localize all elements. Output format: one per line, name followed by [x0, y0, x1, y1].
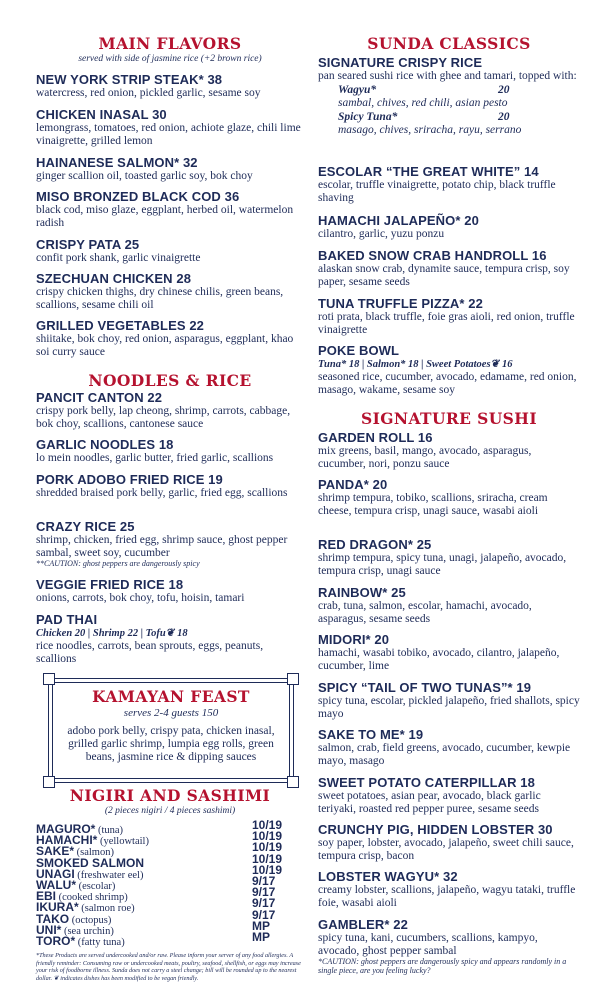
item-desc: sweet potatoes, asian pear, avocado, black garlic teriyaki, roasted red pepper puree, sesame seeds	[318, 790, 541, 815]
item-desc: shrimp, chicken, fried egg, shrimp sauce, ghost pepper sambal, sweet soy, cucumber	[36, 534, 288, 559]
menu-item	[36, 472, 304, 500]
kamayan-feast-box	[48, 678, 294, 783]
item-name: BAKED SNOW CRAB HANDROLL 16	[318, 248, 547, 263]
nigiri-desc: (escolar)	[76, 880, 116, 892]
menu-item	[36, 318, 304, 358]
nigiri-name: EBI	[36, 889, 57, 904]
item-name: TUNA TRUFFLE PIZZA* 22	[318, 296, 483, 311]
menu-item	[318, 296, 580, 336]
menu-item	[318, 55, 580, 137]
nigiri-price: 9/17	[252, 907, 276, 922]
item-name: CHICKEN INASAL 30	[36, 107, 167, 122]
nigiri-desc: (salmon)	[74, 847, 114, 859]
nigiri-name: UNAGI	[36, 866, 75, 881]
item-desc: crispy chicken thighs, dry chinese chilis, green beans, scallions, sesame chili oil	[36, 286, 284, 311]
item-desc: crispy pork belly, lap cheong, shrimp, carrots, cabbage, bok choy, scallions, cantonese sauce	[36, 405, 291, 430]
menu-item	[36, 437, 304, 465]
menu-item	[36, 271, 304, 311]
menu-item	[318, 585, 580, 625]
item-name: GARLIC NOODLES 18	[36, 437, 174, 452]
nigiri-name: MAGURO*	[36, 822, 96, 836]
menu-item	[318, 822, 580, 862]
nigiri-desc: (freshwater eel)	[74, 869, 144, 881]
nigiri-name: TORO*	[36, 933, 76, 948]
menu-item	[36, 72, 304, 100]
item-desc: ginger scallion oil, toasted garlic soy, bok choy	[36, 170, 253, 182]
nigiri-price: 10/19	[252, 818, 283, 832]
menu-item	[36, 390, 304, 430]
item-name: CRAZY RICE 25	[36, 519, 135, 534]
item-desc: watercress, red onion, pickled garlic, sesame soy	[36, 87, 261, 99]
menu-item	[318, 680, 580, 720]
nigiri-name: IKURA*	[36, 900, 79, 915]
item-name: PANDA* 20	[318, 477, 388, 492]
noodles-rice-title: NOODLES & RICE	[88, 371, 252, 390]
item-name: SPICY “TAIL OF TWO TUNAS”* 19	[318, 680, 532, 695]
menu-item	[318, 164, 580, 204]
sunda-classics-title: SUNDA CLASSICS	[367, 34, 531, 53]
nigiri-name: TAKO	[36, 911, 70, 926]
item-desc: shrimp tempura, spicy tuna, unagi, jalapeño, avocado, tempura crisp, unagi sauce	[318, 552, 567, 577]
item-name: MIDORI* 20	[318, 632, 390, 647]
left-column	[36, 0, 304, 1008]
item-desc: escolar, truffle vinaigrette, potato chip, black truffle shaving	[318, 179, 556, 204]
menu-item	[318, 343, 580, 396]
item-name: VEGGIE FRIED RICE 18	[36, 577, 184, 592]
feast-title: KAMAYAN FEAST	[92, 687, 250, 706]
item-desc: seasoned rice, cucumber, avocado, edamame, red onion, masago, wakame, sesame soy	[318, 371, 577, 396]
nigiri-price: 9/17	[252, 885, 276, 900]
item-desc: lemongrass, tomatoes, red onion, achiote glaze, chili lime vinaigrette, grilled lemon	[36, 122, 301, 147]
corner-ornament	[287, 673, 299, 685]
item-name: PAD THAI	[36, 612, 98, 627]
item-desc: onions, carrots, bok choy, tofu, hoisin, tamari	[36, 592, 245, 604]
nigiri-name: WALU*	[36, 877, 76, 892]
menu-item	[318, 775, 580, 815]
menu-item	[36, 577, 304, 605]
item-desc: alaskan snow crab, dynamite sauce, tempura crisp, soy paper, sesame seeds	[318, 263, 570, 288]
item-name: POKE BOWL	[318, 343, 400, 358]
menu-item	[318, 869, 580, 909]
item-desc: confit pork shank, garlic vinaigrette	[36, 252, 201, 264]
menu-item	[36, 107, 304, 147]
option-desc: sambal, chives, red chili, asian pesto	[338, 96, 508, 109]
item-name: CRUNCHY PIG, HIDDEN LOBSTER 30	[318, 822, 553, 837]
item-name: CRISPY PATA 25	[36, 237, 140, 252]
menu-item	[36, 155, 304, 183]
menu-item	[36, 612, 304, 665]
item-name: GAMBLER* 22	[318, 917, 408, 932]
item-name: NEW YORK STRIP STEAK* 38	[36, 72, 223, 87]
item-desc: crab, tuna, salmon, escolar, hamachi, avocado, asparagus, sesame seeds	[318, 600, 532, 625]
item-desc: mix greens, basil, mango, avocado, asparagus, cucumber, nori, ponzu sauce	[318, 445, 532, 470]
option-price: 20	[498, 111, 510, 123]
menu-item	[318, 477, 580, 517]
nigiri-price: 9/17	[252, 896, 276, 911]
nigiri-desc: (fatty tuna)	[75, 936, 125, 948]
option-name: Wagyu*	[338, 83, 377, 96]
item-desc: spicy tuna, kani, cucumbers, scallions, kampyo, avocado, ghost pepper sambal	[318, 932, 538, 957]
corner-ornament	[43, 673, 55, 685]
item-desc: rice noodles, carrots, bean sprouts, eggs, peanuts, scallions	[36, 640, 264, 665]
menu-item	[318, 213, 580, 241]
nigiri-price: 10/19	[252, 829, 283, 844]
item-name: PANCIT CANTON 22	[36, 390, 163, 405]
menu-item	[318, 248, 580, 288]
nigiri-price: MP	[252, 918, 270, 933]
item-note: *CAUTION: ghost peppers are dangerously spicy and appears randomly in a single piece, are you feeling lucky?	[318, 957, 567, 975]
item-desc: black cod, miso glaze, eggplant, herbed oil, watermelon radish	[36, 204, 294, 229]
item-name: HAINANESE SALMON* 32	[36, 155, 198, 170]
item-name: HAMACHI JALAPEÑO* 20	[318, 213, 479, 228]
menu-item	[318, 917, 580, 975]
item-note: **CAUTION: ghost peppers are dangerously spicy	[36, 559, 200, 568]
nigiri-name: SAKE*	[36, 844, 75, 859]
item-desc: salmon, crab, field greens, avocado, cucumber, kewpie mayo, masago	[318, 742, 571, 767]
nigiri-desc: (yellowtail)	[97, 836, 149, 848]
nigiri-price: 10/19	[252, 851, 283, 866]
item-desc: cilantro, garlic, yuzu ponzu	[318, 228, 445, 240]
nigiri-desc: (sea urchin)	[61, 925, 114, 937]
item-desc: hamachi, wasabi tobiko, avocado, cilantro, jalapeño, cucumber, lime	[318, 647, 560, 672]
signature-sushi-title: SIGNATURE SUSHI	[361, 409, 537, 428]
item-desc: shrimp tempura, tobiko, scallions, sriracha, cream cheese, tempura crisp, unagi sauce, wasabi aioli	[318, 492, 548, 517]
crispy-rice-option	[318, 84, 580, 97]
nigiri-subtitle: (2 pieces nigiri / 4 pieces sashimi)	[104, 806, 236, 816]
item-desc: roti prata, black truffle, foie gras aioli, red onion, truffle vinaigrette	[318, 311, 575, 336]
item-name: SIGNATURE CRISPY RICE	[318, 55, 483, 70]
item-name: PORK ADOBO FRIED RICE 19	[36, 472, 223, 487]
item-desc: pan seared sushi rice with ghee and tamari, topped with:	[318, 70, 577, 82]
item-desc: lo mein noodles, garlic butter, fried garlic, scallions	[36, 452, 274, 464]
item-name: RED DRAGON* 25	[318, 537, 432, 552]
nigiri-price: 10/19	[252, 862, 283, 877]
item-name: GRILLED VEGETABLES 22	[36, 318, 204, 333]
menu-item	[318, 632, 580, 672]
item-name: RAINBOW* 25	[318, 585, 406, 600]
menu-item	[36, 189, 304, 229]
crispy-rice-option	[318, 111, 580, 124]
feast-desc: adobo pork belly, crispy pata, chicken inasal, grilled garlic shrimp, lumpia egg rolls, green beans, jasmine rice & dipping sauces	[67, 725, 275, 763]
nigiri-price: 9/17	[252, 873, 276, 888]
nigiri-name: HAMACHI*	[36, 833, 98, 848]
item-desc: shiitake, bok choy, red onion, asparagus, eggplant, khao soi curry sauce	[36, 333, 294, 358]
item-desc: shredded braised pork belly, garlic, fried egg, scallions	[36, 487, 288, 499]
nigiri-desc: (octopus)	[69, 914, 112, 926]
option-desc: masago, chives, sriracha, rayu, serrano	[338, 124, 522, 136]
item-name: LOBSTER WAGYU* 32	[318, 869, 458, 884]
item-name: GARDEN ROLL 16	[318, 430, 433, 445]
nigiri-desc: (salmon roe)	[78, 903, 135, 915]
nigiri-name: SMOKED SALMON	[36, 855, 144, 870]
item-name: ESCOLAR “THE GREAT WHITE” 14	[318, 164, 539, 179]
main-flavors-title: MAIN FLAVORS	[98, 34, 242, 53]
item-name: SWEET POTATO CATERPILLAR 18	[318, 775, 535, 790]
menu-item	[36, 237, 304, 265]
item-name: SAKE TO ME* 19	[318, 727, 424, 742]
option-price: 20	[498, 83, 510, 96]
item-name: MISO BRONZED BLACK COD 36	[36, 189, 240, 204]
nigiri-price: MP	[252, 929, 270, 944]
menu-item	[318, 537, 580, 577]
item-desc: spicy tuna, escolar, pickled jalapeño, fried shallots, spicy mayo	[318, 695, 580, 720]
item-variants: Tuna* 18 | Salmon* 18 | Sweet Potatoes❦ 16	[318, 359, 513, 370]
item-desc: creamy lobster, scallions, jalapeño, wagyu tataki, truffle foie, wasabi aioli	[318, 884, 576, 909]
nigiri-desc: (cooked shrimp)	[56, 892, 128, 904]
option-name: Spicy Tuna*	[338, 111, 398, 123]
main-flavors-subtitle: served with side of jasmine rice (+2 brown rice)	[78, 54, 262, 64]
nigiri-desc: (tuna)	[95, 825, 124, 836]
menu-item	[36, 519, 304, 568]
menu-item	[318, 727, 580, 767]
right-column	[318, 0, 580, 1008]
menu-item	[318, 430, 580, 470]
item-variants: Chicken 20 | Shrimp 22 | Tofu❦ 18	[36, 628, 188, 639]
nigiri-name: UNI*	[36, 922, 62, 937]
nigiri-price: 10/19	[252, 840, 283, 855]
nigiri-list	[36, 818, 304, 948]
item-name: SZECHUAN CHICKEN 28	[36, 271, 192, 286]
feast-subtitle: serves 2-4 guests 150	[123, 707, 219, 719]
item-desc: soy paper, lobster, avocado, jalapeño, sweet chili sauce, tempura crisp, bacon	[318, 837, 574, 862]
nigiri-title: NIGIRI AND SASHIMI	[69, 786, 271, 805]
allergy-footnote: *These Products are served undercooked and/or raw. Please inform your server of any food allergies. A friendly reminder: Consuming raw or undercooked meats, poultry, seafood, shellfish, or eggs may increase your risk of foodborne illness. Sunda does not carry a steel change; bill will be rounded up to the nearest dollar. ❦ indicates dishes has been modified to be vegan friendly.	[36, 952, 301, 982]
